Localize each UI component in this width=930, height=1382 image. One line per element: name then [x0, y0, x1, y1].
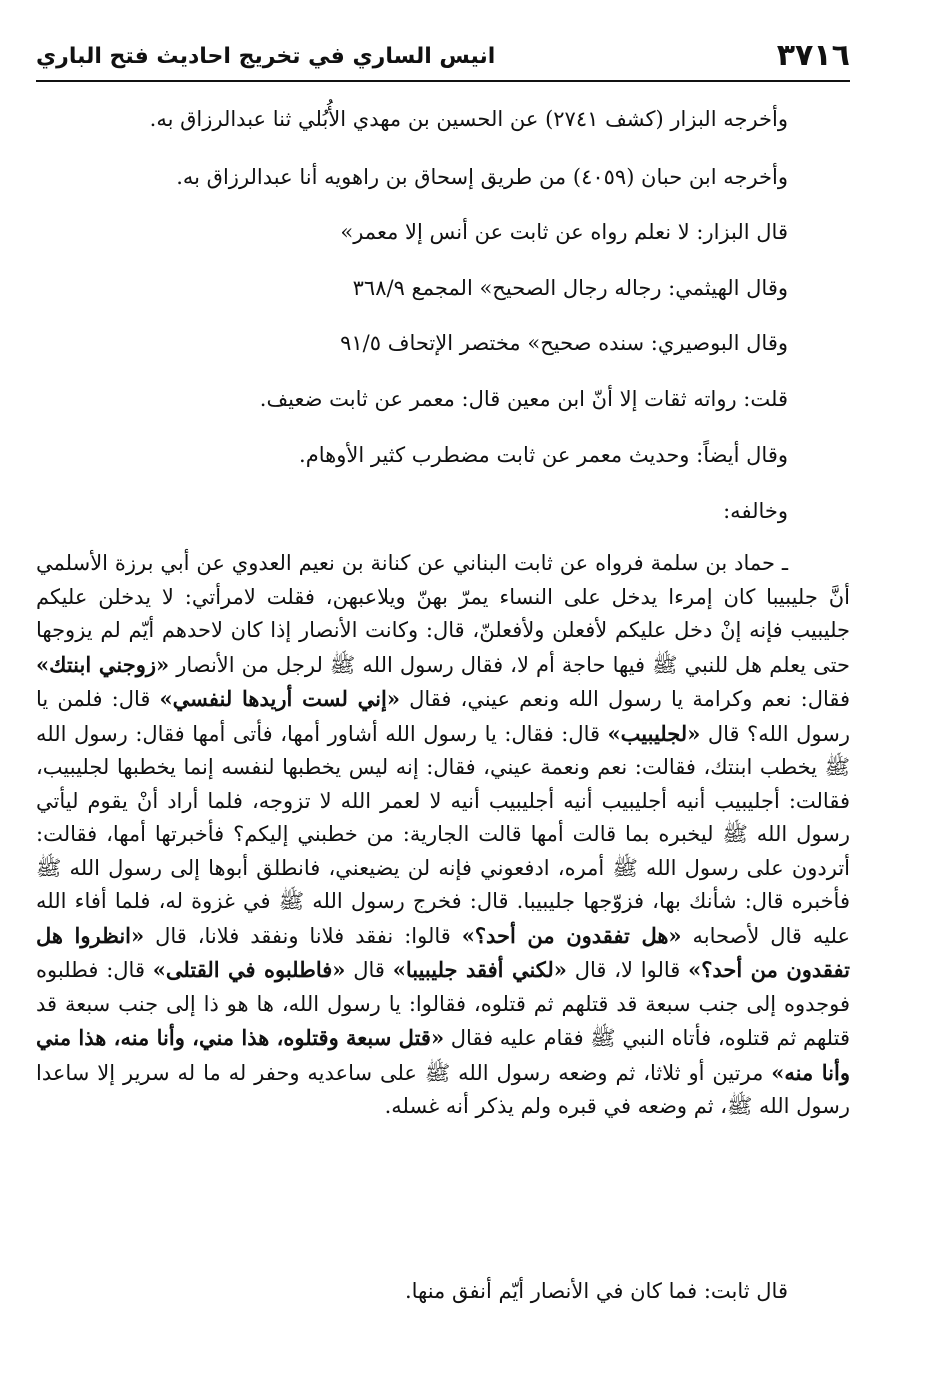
hadith-text: ـ حماد بن سلمة فرواه عن ثابت البناني عن كنانة بن نعيم العدوي عن أبي برزة الأسلمي أنَّ جليبيبا كان إمرءا يدخل على النساء يمرّ بهنّ ويلاعبهن، فقلت لامرأتي: لا يدخلن عليكم جليبيب فإنه إنْ دخل عليكم لأفعلن ولأفعلنّ، قال: وكانت الأنصار إذا كان لاحدهم أيّم لم يزوجها حتى يعلم هل للنبي ﷺ فيها حاجة أم لا، فقال رسول الله ﷺ لرجل من الأنصار	[36, 551, 851, 677]
header-rule	[36, 80, 850, 82]
hadith-text: قالوا لا، قال	[566, 958, 689, 982]
text-line: وقال البوصيري: سنده صحيح» مختصر الإتحاف ٩١/٥	[340, 331, 788, 355]
hadith-text: قال: فقال: يا رسول الله أشاور أمها، فأتى أمها فقال: رسول الله ﷺ يخطب ابنتك، فقالت: نعم ونعمة عيني، فقال: إنه ليس يخطبها لنفسه إنما يخطبها لجليبيب، فقالت: أجليبيب أنيه أجليبيب أنيه أجليبيب أنيه لا لعمر الله لا تزوجه، فلما أراد أنْ يقوم ليأتي رسول الله ﷺ ليخبره بما قالت أمها قالت الجارية: من خطبني إليكم؟ فأخبرتها أمها، فقالت: أتردون على رسول الله ﷺ أمره، ادفعوني فإنه لن يضيعني، فانطلق أبوها إلى رسول الله ﷺ فأخبره قال: شأنك بها، فزوّجها جليبيبا. قال: فخرج رسول الله ﷺ في غزوة له، فلما أفاء الله عليه قال لأصحابه	[36, 721, 850, 948]
text-line: وقال الهيثمي: رجاله رجال الصحيح» المجمع ٣٦٨/٩	[352, 276, 788, 300]
hadith-text: مرتين أو ثلاثا، ثم وضعه رسول الله ﷺ على ساعديه وحفر له ما له سرير إلا ساعدا رسول الله ﷺ، ثم وضعه في قبره ولم يذكر أنه غسله.	[36, 1060, 850, 1118]
hadith-quote: «هل تفقدون من أحد؟»	[461, 922, 682, 948]
hadith-text: فقال: نعم وكرامة يا رسول الله ونعم عيني، فقال	[399, 687, 851, 711]
hadith-paragraph	[36, 547, 850, 1124]
text-line: وخالفه:	[723, 499, 788, 523]
closing-line: قال ثابت: فما كان في الأنصار أيّم أنفق منها.	[404, 1279, 788, 1303]
text-line: وقال أيضاً: وحديث معمر عن ثابت مضطرب كثير الأوهام.	[299, 443, 788, 467]
text-line: وأخرجه البزار (كشف ٢٧٤١) عن الحسين بن مهدي الأُبُلي ثنا عبدالرزاق به.	[149, 107, 788, 131]
hadith-text: قال	[345, 958, 393, 982]
text-line: قال البزار: لا نعلم رواه عن ثابت عن أنس إلا معمر»	[340, 220, 788, 244]
page-header	[36, 36, 850, 82]
running-title: انيس الساري في تخريج احاديث فتح الباري	[36, 44, 496, 69]
hadith-text: قال: فلمن يا رسول الله؟ قال	[36, 687, 850, 746]
text-line: وأخرجه ابن حبان (٤٠٥٩) من طريق إسحاق بن راهويه أنا عبدالرزاق به.	[176, 165, 788, 189]
hadith-quote: «فاطلبوه في القتلى»	[152, 957, 346, 982]
text-line: قلت: رواته ثقات إلا أنّ ابن معين قال: معمر عن ثابت ضعيف.	[259, 387, 788, 411]
hadith-quote: «لكني أفقد جليبيبا»	[392, 957, 567, 982]
hadith-quote: «قتل سبعة وقتلوه، هذا مني، وأنا منه، هذا مني وأنا منه»	[36, 1025, 851, 1085]
page-number: ٣٧١٦	[776, 38, 850, 73]
hadith-quote: «انظروا هل تفقدون من أحد؟»	[36, 922, 850, 982]
hadith-quote: «زوجني ابنتك»	[36, 651, 170, 677]
hadith-text: قال: فطلبوه فوجدوه إلى جنب سبعة قد قتلهم ثم قتلوه، فقالوا: يا رسول الله، ها هو ذا إلى جنب سبعة قد قتلهم ثم قتلوه، فأتاه النبي ﷺ فقام عليه فقال	[36, 958, 850, 1050]
hadith-quote: «لجليبيب»	[607, 720, 701, 746]
hadith-text: قالوا: نفقد فلانا ونفقد فلانا، قال	[144, 923, 462, 948]
hadith-quote: «إني لست أريدها لنفسي»	[159, 686, 400, 711]
